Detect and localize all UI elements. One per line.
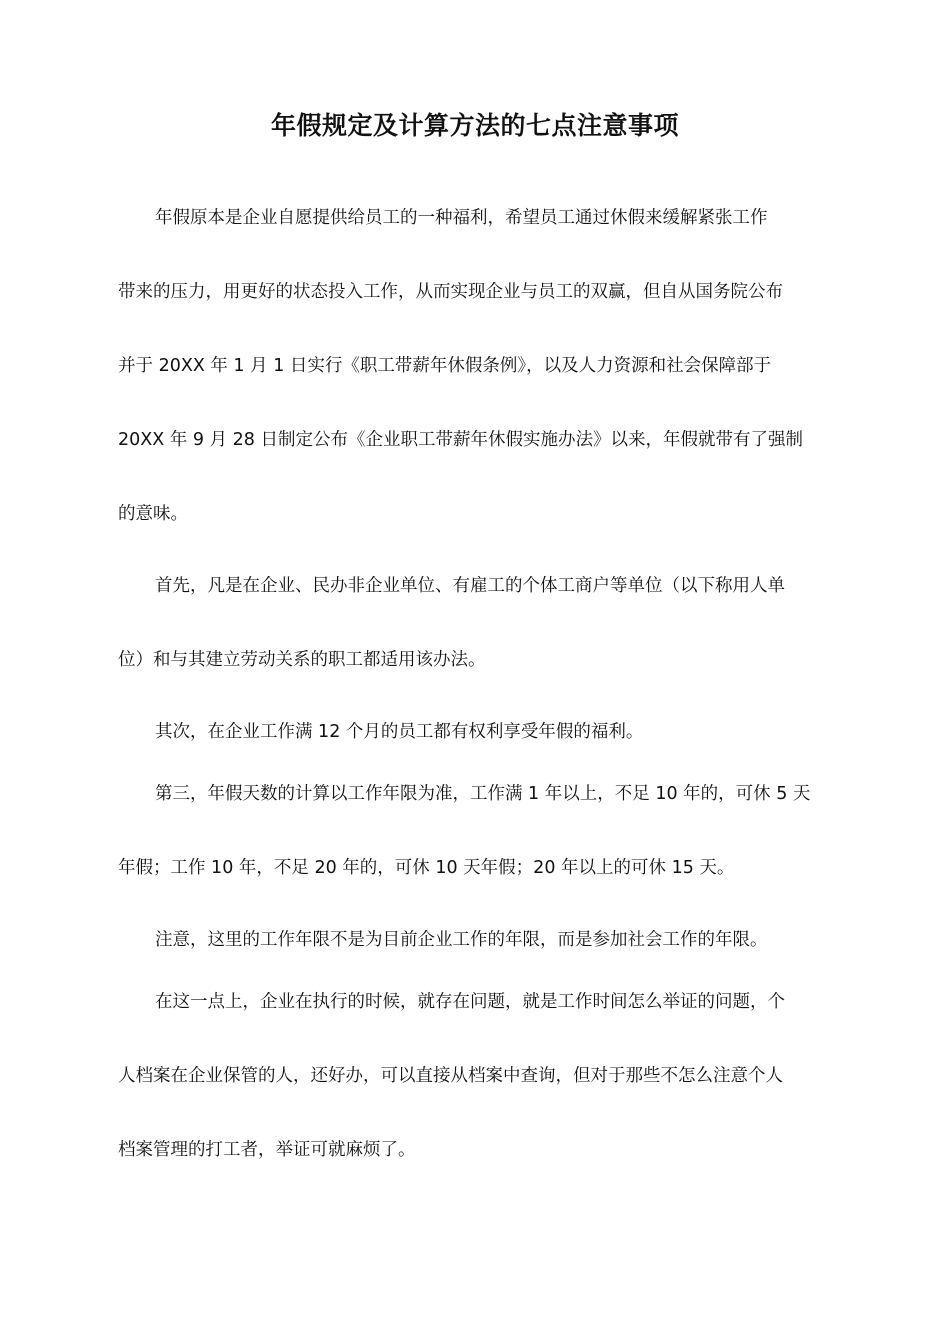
paragraph-line: 档案管理的打工者，举证可就麻烦了。 [118, 1140, 416, 1160]
paragraph-line: 并于 20XX 年 1 月 1 日实行《职工带薪年休假条例》，以及人力资源和社会保障部于 [118, 356, 772, 376]
paragraph-line: 其次，在企业工作满 12 个月的员工都有权利享受年假的福利。 [155, 722, 644, 742]
paragraph-line: 带来的压力，用更好的状态投入工作，从而实现企业与员工的双赢，但自从国务院公布 [118, 282, 783, 302]
paragraph-line: 在这一点上，企业在执行的时候，就存在问题，就是工作时间怎么举证的问题，个 [155, 992, 785, 1012]
paragraph-line: 人档案在企业保管的人，还好办，可以直接从档案中查询，但对于那些不怎么注意个人 [118, 1066, 783, 1086]
paragraph-line: 首先，凡是在企业、民办非企业单位、有雇工的个体工商户等单位（以下称用人单 [155, 576, 785, 596]
paragraph-line: 第三，年假天数的计算以工作年限为准，工作满 1 年以上，不足 10 年的，可休 5 天 [155, 784, 811, 804]
paragraph-third-point [118, 768, 834, 914]
paragraph-first-point [118, 560, 834, 706]
paragraph-line: 20XX 年 9 月 28 日制定公布《企业职工带薪年休假实施办法》以来，年假就带有了强制 [118, 430, 803, 450]
paragraph-line: 的意味。 [118, 504, 188, 524]
paragraph-line: 年假；工作 10 年，不足 20 年的，可休 10 天年假；20 年以上的可休 15 天。 [118, 858, 735, 878]
paragraph-intro [118, 192, 834, 560]
paragraph-line: 位）和与其建立劳动关系的职工都适用该办法。 [118, 650, 486, 670]
paragraph-line: 年假原本是企业自愿提供给员工的一种福利，希望员工通过休假来缓解紧张工作 [155, 208, 768, 228]
paragraph-second-point [118, 706, 834, 768]
paragraph-note [118, 914, 834, 976]
document-title: 年假规定及计算方法的七点注意事项 [270, 111, 679, 140]
paragraph-proof-issue [118, 976, 834, 1196]
document-body [118, 192, 834, 1196]
paragraph-line: 注意，这里的工作年限不是为目前企业工作的年限，而是参加社会工作的年限。 [155, 930, 768, 950]
